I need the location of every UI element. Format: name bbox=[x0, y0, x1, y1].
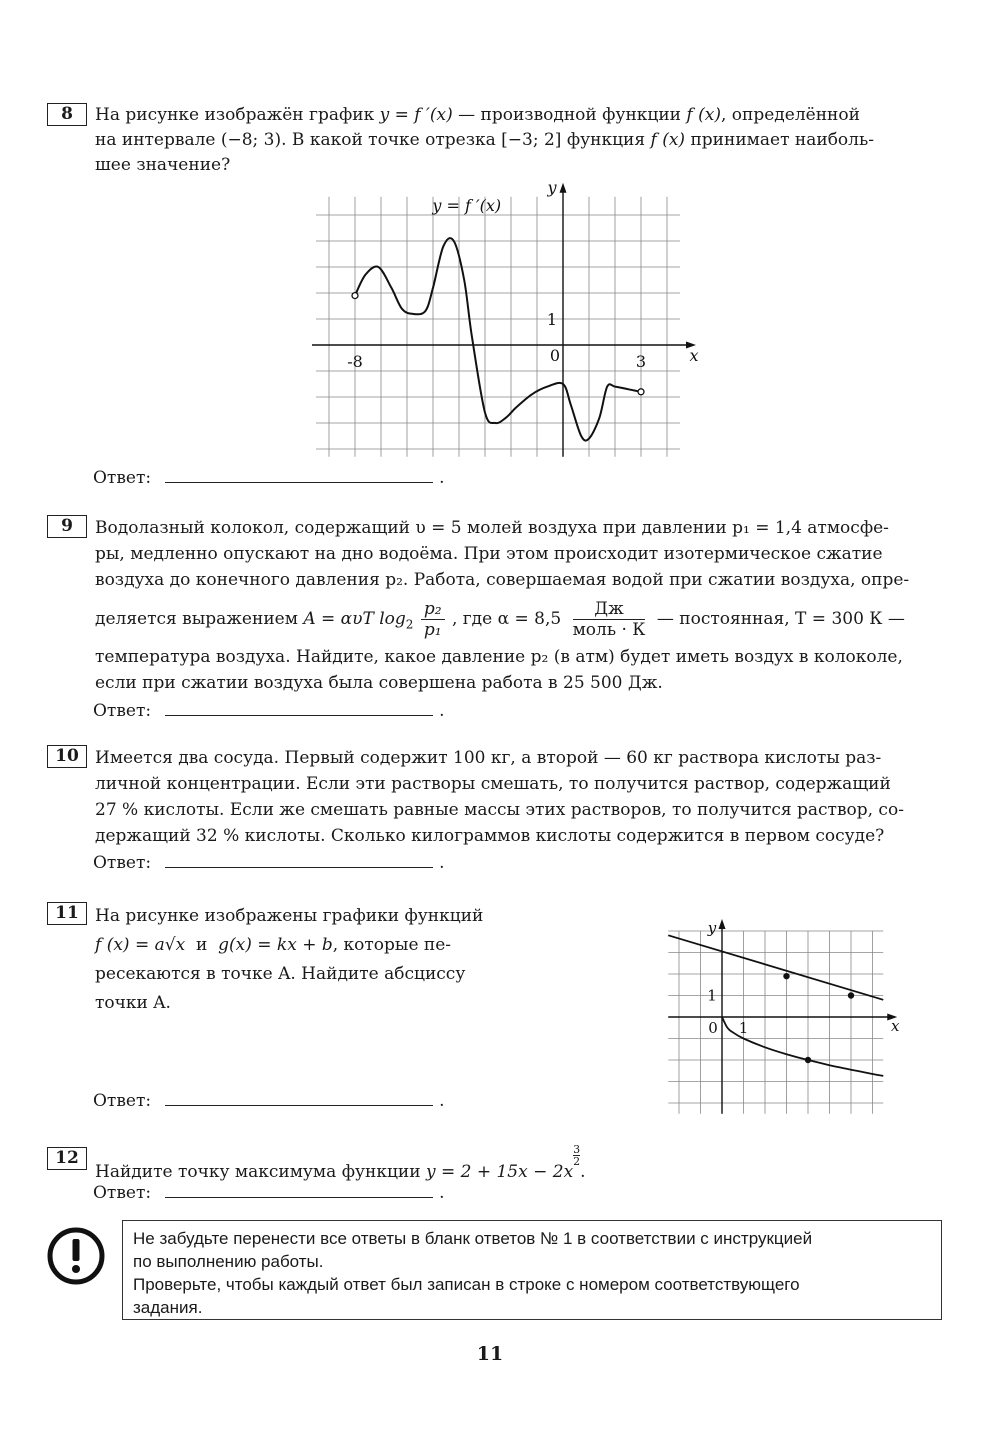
task-9-line: ры, медленно опускают на дно водоёма. При этом происходит изотермическое сжатие bbox=[95, 544, 883, 564]
answer-field[interactable] bbox=[165, 1090, 433, 1106]
open-endpoint bbox=[352, 293, 358, 299]
units-fraction bbox=[573, 599, 646, 640]
task-number-11: 11 bbox=[47, 902, 87, 925]
task-8-formula: y = f ′(x) bbox=[379, 105, 453, 125]
answer-label: Ответ: bbox=[93, 701, 152, 721]
x-tick-label: 3 bbox=[635, 352, 647, 371]
y-axis-arrow bbox=[719, 919, 726, 929]
task-8-text-part: — производной функции bbox=[452, 105, 687, 125]
sqrt-function-formula: f (x) = a√x bbox=[95, 935, 186, 955]
open-endpoint bbox=[638, 389, 644, 395]
answer-field[interactable] bbox=[165, 467, 433, 483]
task-12-text-part: Найдите точку максимума функции bbox=[95, 1162, 426, 1182]
task-10-line: Имеется два сосуда. Первый содержит 100 кг, а второй — 60 кг раствора кислоты раз- bbox=[95, 748, 882, 768]
task-12-text bbox=[95, 1144, 945, 1185]
task-8-text-part: шее значение? bbox=[95, 155, 231, 175]
reminder-notice bbox=[122, 1220, 942, 1320]
task-number-8: 8 bbox=[47, 103, 87, 126]
y-tick-label: 1 bbox=[546, 310, 557, 329]
marked-point bbox=[848, 992, 854, 998]
task-9-line: если при сжатии воздуха была совершена работа в 25 500 Дж. bbox=[95, 673, 663, 693]
task-10-line: 27 % кислоты. Если же смешать равные массы этих растворов, то получится раствор, со- bbox=[95, 800, 904, 820]
answer-field[interactable] bbox=[165, 852, 433, 868]
fraction-denominator: моль · К bbox=[572, 620, 646, 640]
task-8-formula: f (x) bbox=[650, 130, 686, 150]
task-8-formula: f (x) bbox=[686, 105, 721, 125]
task-11-line: ресекаются в точке A. Найдите абсциссу bbox=[95, 964, 466, 984]
functions-graph bbox=[655, 882, 905, 1122]
x-tick-label: 1 bbox=[738, 1019, 749, 1037]
task-number-12: 12 bbox=[47, 1147, 87, 1170]
derivative-curve bbox=[355, 238, 641, 440]
work-formula: A = αυT log bbox=[303, 609, 406, 629]
task-10-line: держащий 32 % кислоты. Сколько килограммов кислоты содержится в первом сосуде? bbox=[95, 826, 885, 846]
marked-point bbox=[783, 973, 789, 979]
exponent-denominator: 2 bbox=[573, 1155, 581, 1168]
answer-field[interactable] bbox=[165, 700, 433, 716]
task-11-line: и bbox=[195, 935, 208, 955]
x-axis-label: x bbox=[689, 346, 699, 365]
notice-line: задания. bbox=[133, 1298, 203, 1317]
y-axis-arrow bbox=[560, 183, 567, 193]
exclamation-icon bbox=[45, 1225, 107, 1287]
log-base: 2 bbox=[405, 617, 414, 632]
page-number: 11 bbox=[476, 1343, 504, 1365]
task-11-answer: Ответ: . bbox=[93, 1091, 445, 1111]
task-11-line: На рисунке изображены графики функций bbox=[95, 906, 484, 926]
task-9-line: воздуха до конечного давления p₂. Работа, совершаемая водой при сжатии воздуха, опре- bbox=[95, 570, 910, 590]
task-9-line: Водолазный колокол, содержащий υ = 5 молей воздуха при давлении p₁ = 1,4 атмосфе- bbox=[95, 518, 889, 538]
task-number-9: 9 bbox=[47, 515, 87, 538]
task-10-answer: Ответ: . bbox=[93, 853, 445, 873]
task-9-line: , где α = 8,5 bbox=[451, 609, 562, 629]
task-8-text-part: на интервале (−8; 3). В какой точке отрезка [−3; 2] функция bbox=[95, 130, 651, 150]
task-12-text-part: . bbox=[580, 1162, 586, 1182]
max-function-formula: y = 2 + 15x − 2x bbox=[425, 1162, 574, 1182]
task-11-formula-line bbox=[95, 931, 505, 960]
derivative-graph bbox=[320, 177, 720, 465]
task-11-text bbox=[95, 902, 505, 1018]
answer-label: Ответ: bbox=[93, 1183, 152, 1203]
task-number-10: 10 bbox=[47, 745, 87, 768]
task-11-line: , которые пе- bbox=[332, 935, 452, 955]
y-tick-label: 1 bbox=[707, 986, 717, 1005]
answer-label: Ответ: bbox=[93, 853, 152, 873]
task-8-text-part: принимает наиболь- bbox=[685, 130, 874, 150]
origin-label: 0 bbox=[708, 1019, 718, 1037]
task-8-text bbox=[95, 103, 945, 178]
linear-function-formula: g(x) = kx + b bbox=[218, 935, 333, 955]
exponent-numerator: 3 bbox=[573, 1143, 581, 1156]
y-axis-label: y bbox=[707, 919, 717, 937]
x-axis-label: x bbox=[891, 1017, 900, 1035]
answer-label: Ответ: bbox=[93, 1091, 152, 1111]
notice-line: Не забудьте перенести все ответы в бланк ответов № 1 в соответствии с инструкцией bbox=[133, 1229, 813, 1248]
fraction-numerator: p₂ bbox=[421, 599, 445, 620]
task-12-answer: Ответ: . bbox=[93, 1183, 445, 1203]
task-11-line: точки A. bbox=[95, 993, 171, 1013]
notice-line: по выполнению работы. bbox=[133, 1252, 324, 1271]
task-9-answer: Ответ: . bbox=[93, 701, 445, 721]
answer-label: Ответ: bbox=[93, 468, 152, 488]
y-axis-label: y bbox=[547, 177, 557, 197]
x-tick-label: -8 bbox=[347, 352, 363, 371]
task-9-line: температура воздуха. Найдите, какое давление p₂ (в атм) будет иметь воздух в колоколе, bbox=[95, 647, 903, 667]
task-9-text bbox=[95, 515, 945, 696]
task-8-text-part: На рисунке изображён график bbox=[95, 105, 380, 125]
fraction-numerator: Дж bbox=[573, 599, 646, 620]
graph-title: y = f ′(x) bbox=[432, 195, 502, 215]
task-9-line: — постоянная, T = 300 К — bbox=[656, 609, 905, 629]
task-8-text-part: , определённой bbox=[720, 105, 860, 125]
task-9-formula-line bbox=[95, 599, 945, 640]
notice-line: Проверьте, чтобы каждый ответ был записан в строке с номером соответствующего bbox=[133, 1275, 800, 1294]
pressure-ratio-fraction bbox=[421, 599, 445, 640]
task-10-line: личной концентрации. Если эти растворы смешать, то получится раствор, содержащий bbox=[95, 774, 891, 794]
answer-field[interactable] bbox=[165, 1182, 433, 1198]
task-8-answer: Ответ: . bbox=[93, 468, 445, 488]
task-9-line: деляется выражением bbox=[95, 609, 304, 629]
origin-label: 0 bbox=[549, 346, 561, 365]
task-10-text bbox=[95, 745, 945, 849]
fraction-denominator: p₁ bbox=[423, 620, 442, 640]
marked-point bbox=[805, 1057, 811, 1063]
